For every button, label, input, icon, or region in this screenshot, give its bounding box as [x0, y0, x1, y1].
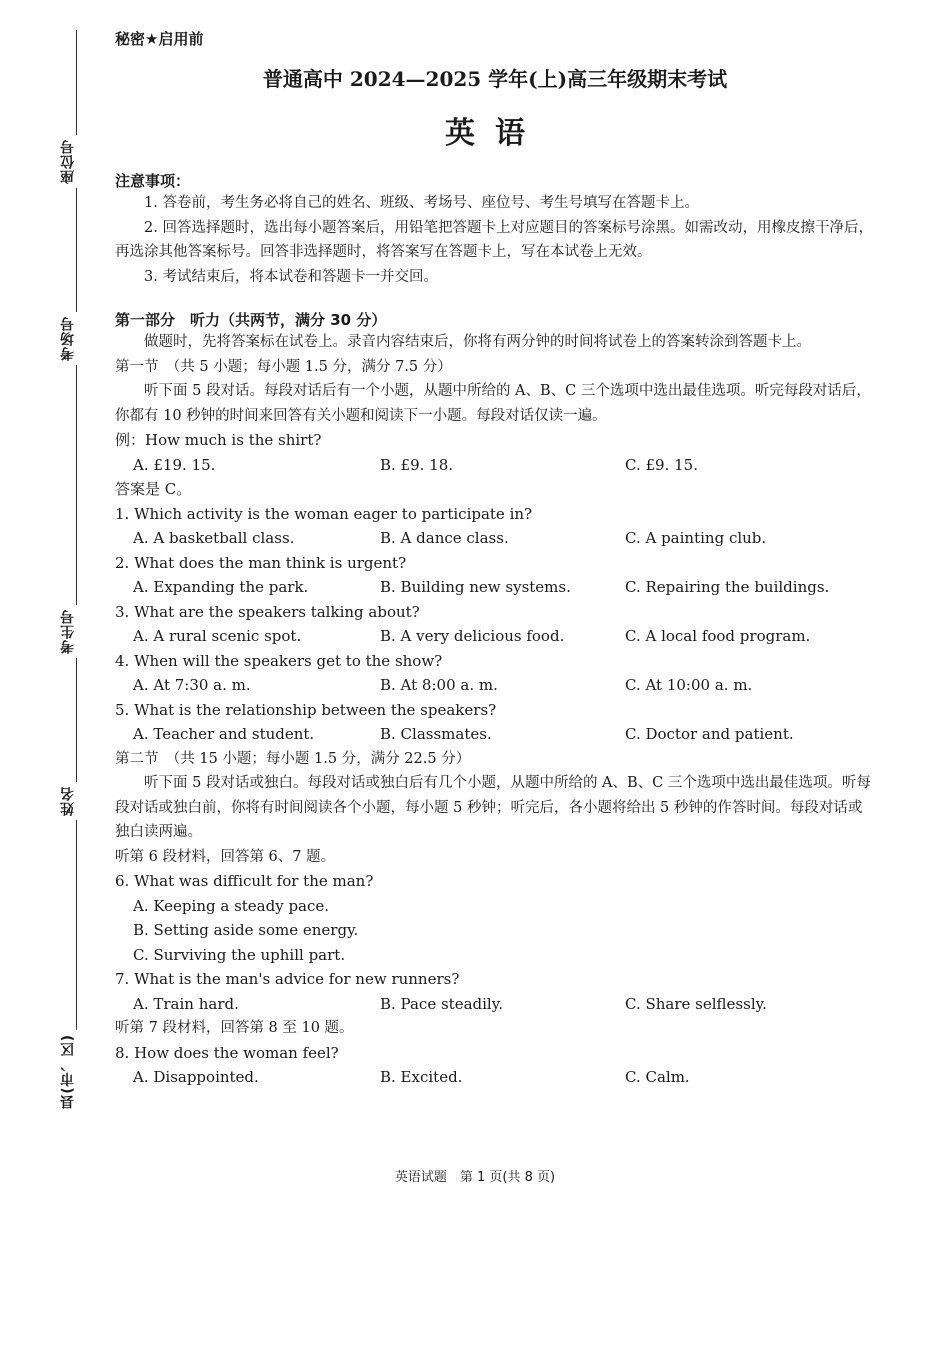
question-2: 2. What does the man think is urgent?	[115, 553, 407, 572]
option-c: C. Doctor and patient.	[625, 725, 794, 743]
option-b: B. Pace steadily.	[380, 994, 503, 1013]
question-5-options	[115, 722, 875, 747]
section1-heading: 第一节 （共 5 小题；每小题 1.5 分，满分 7.5 分）	[115, 358, 452, 375]
seat-number-label: 座位号	[58, 135, 92, 188]
material-6-note: 听第 6 段材料，回答第 6、7 题。	[115, 848, 336, 865]
section2-heading: 第二节 （共 15 小题；每小题 1.5 分，满分 22.5 分）	[115, 750, 471, 767]
confidential-mark: 秘密★启用前	[115, 30, 204, 48]
option-a: A. £19. 15.	[133, 455, 216, 474]
question-3: 3. What are the speakers talking about?	[115, 602, 420, 621]
option-b: B. Building new systems.	[380, 578, 571, 596]
exam-room-label: 考场号	[58, 312, 92, 365]
section1-instructions: 听下面 5 段对话。每段对话后有一个小题，从题中所给的 A、B、C 三个选项中选出最佳选项。听完每段对话后，你都有 10 秒钟的时间来回答有关小题和阅读下一小题。每段对话仅读一遍。	[115, 383, 871, 424]
county-label: 县(市、区)	[58, 1030, 92, 1113]
notice-heading: 注意事项：	[115, 172, 191, 190]
option-b: B. At 8:00 a. m.	[380, 676, 498, 694]
option-b: B. £9. 18.	[380, 455, 454, 474]
binding-line	[76, 30, 77, 1110]
question-1-options	[115, 526, 875, 551]
exam-title: 普通高中 2024—2025 学年(上)高三年级期末考试	[262, 67, 728, 91]
option-b: B. A dance class.	[380, 529, 509, 547]
option-a: A. Train hard.	[133, 994, 239, 1013]
question-2-options	[115, 575, 875, 600]
name-label: 姓名	[58, 782, 92, 820]
option-c: C. A painting club.	[625, 529, 767, 547]
part1-heading: 第一部分 听力（共两节，满分 30 分）	[115, 311, 387, 329]
option-c: C. Calm.	[625, 1068, 690, 1086]
option-c: C. Surviving the uphill part.	[133, 945, 346, 964]
candidate-number-label: 考生号	[58, 605, 92, 658]
question-4-options	[115, 673, 875, 698]
option-b: B. A very delicious food.	[380, 627, 565, 645]
page-footer: 英语试题 第 1 页(共 8 页)	[394, 1170, 556, 1185]
question-3-options	[115, 624, 875, 649]
example-answer: 答案是 C。	[115, 480, 192, 498]
subject-title: 英语	[445, 116, 545, 151]
notice-item: 1. 答卷前，考生务必将自己的姓名、班级、考场号、座位号、考生号填写在答题卡上。	[144, 195, 699, 211]
option-c: C. Share selflessly.	[625, 994, 767, 1013]
notice-item: 2. 回答选择题时，选出每小题答案后，用铅笔把答题卡上对应题目的答案标号涂黑。如需改动，用橡皮擦干净后，再选涂其他答案标号。回答非选择题时，将答案写在答题卡上，写在本试卷上无效。	[115, 219, 873, 260]
option-b: B. Classmates.	[380, 725, 492, 743]
option-a: A. At 7:30 a. m.	[133, 676, 251, 694]
question-7: 7. What is the man's advice for new runners?	[115, 970, 460, 988]
question-8-options	[115, 1065, 875, 1090]
option-a: A. Disappointed.	[133, 1068, 259, 1086]
material-7-note: 听第 7 段材料，回答第 8 至 10 题。	[115, 1020, 354, 1036]
option-c: C. £9. 15.	[625, 455, 698, 474]
option-a: A. Expanding the park.	[133, 578, 309, 596]
option-c: C. A local food program.	[625, 627, 811, 645]
option-a: A. A basketball class.	[133, 529, 295, 547]
option-c: C. Repairing the buildings.	[625, 578, 830, 596]
option-a: A. Keeping a steady pace.	[133, 896, 330, 915]
question-1: 1. Which activity is the woman eager to participate in?	[115, 504, 533, 523]
question-4: 4. When will the speakers get to the show?	[115, 651, 443, 670]
section2-instructions: 听下面 5 段对话或独白。每段对话或独白后有几个小题，从题中所给的 A、B、C 三个选项中选出最佳选项。听每段对话或独白前，你将有时间阅读各个小题，每小题 5 秒钟；听完后，各小题将给出 5 秒钟的作答时间。每段对话或独白读两遍。	[115, 775, 871, 840]
option-a: A. A rural scenic spot.	[133, 627, 302, 645]
option-c: C. At 10:00 a. m.	[625, 676, 753, 694]
part1-intro: 做题时，先将答案标在试卷上。录音内容结束后，你将有两分钟的时间将试卷上的答案转涂到答题卡上。	[144, 334, 811, 350]
question-6: 6. What was difficult for the man?	[115, 872, 374, 890]
example-question: 例：How much is the shirt?	[115, 431, 322, 449]
option-b: B. Setting aside some energy.	[133, 921, 359, 939]
notice-item: 3. 考试结束后，将本试卷和答题卡一并交回。	[144, 268, 438, 285]
question-5: 5. What is the relationship between the speakers?	[115, 700, 497, 719]
question-7-options	[115, 992, 875, 1017]
option-b: B. Excited.	[380, 1068, 463, 1086]
question-8: 8. How does the woman feel?	[115, 1043, 339, 1062]
exam-page	[115, 28, 875, 1090]
option-a: A. Teacher and student.	[133, 725, 315, 743]
example-options	[115, 453, 875, 478]
